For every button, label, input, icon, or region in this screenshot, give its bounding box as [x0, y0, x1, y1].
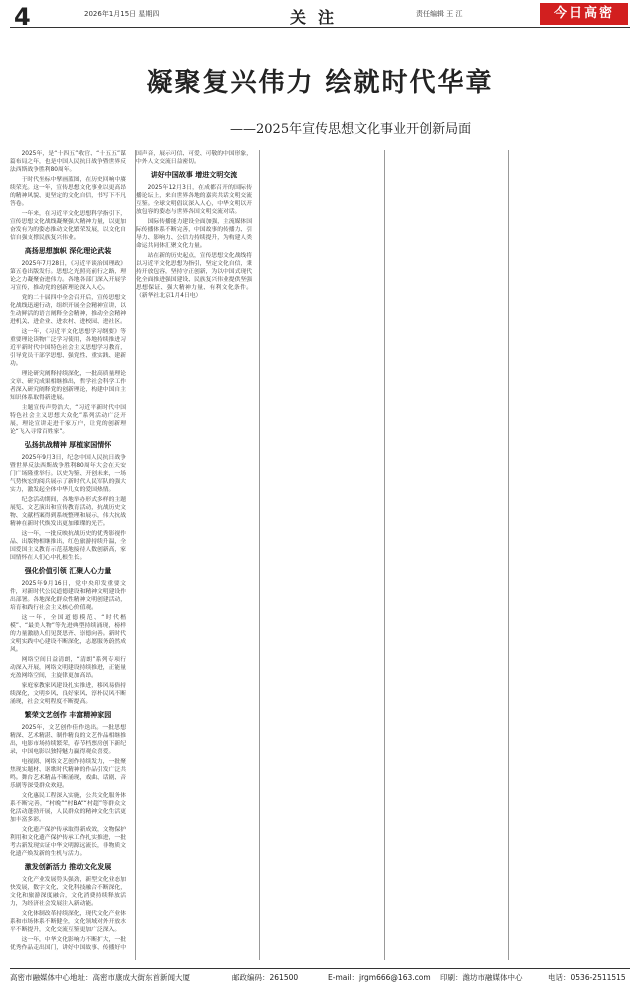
paragraph: 这一年，中华文化影响力不断扩大，一批优秀作品走出国门，讲好中国故事、传播好中国声音，展示可信、可爱、可敬的中国形象，中外人文交流日益密切。 — [10, 151, 252, 951]
paragraph: 家庭家教家风建设扎实推进，移风易俗持续深化，文明乡风、良好家风、淳朴民风不断涌现，社会文明程度不断提高。 — [10, 683, 126, 705]
column-rule — [135, 150, 136, 960]
paragraph: 这一年，《习近平文化思想学习纲要》等重要理论读物广泛学习使用，各地持续推进习近平新时代中国特色社会主义思想学习教育，引导党员干部学思想、强党性、重实践、建新功。 — [10, 329, 126, 367]
paragraph: 国际传播能力建设全面加强，主流媒体国际传播体系不断完善，中国故事的传播力、引导力、影响力、公信力持续提升，为构建人类命运共同体汇聚文化力量。 — [136, 219, 252, 249]
section-heading: 激发创新活力 推动文化发展 — [24, 863, 112, 871]
section-title: 关注 — [290, 8, 347, 27]
paragraph: 2025年7月28日，《习近平谈治国理政》第五卷出版发行。思想之光照亮前行之路，理论之力凝聚奋进伟力。各地各部门深入开展学习宣传，推动党的创新理论深入人心。 — [10, 261, 126, 291]
column-rule — [508, 150, 509, 960]
paragraph: 文化产业发展势头强劲，新型文化业态加快发展，数字文化、文化科技融合不断深化，文化和旅游深度融合，文化消费持续释放活力，为经济社会发展注入新动能。 — [10, 877, 126, 907]
section-heading: 弘扬抗战精神 厚植家国情怀 — [24, 441, 112, 449]
subtitle: ——2025年宣传思想文化事业开创新局面 — [230, 122, 472, 137]
paragraph: 站在新的历史起点，宣传思想文化战线将以习近平文化思想为指引，坚定文化自信，秉持开放包容，坚持守正创新，为以中国式现代化全面推进强国建设、民族复兴伟业提供坚强思想保证、强大精神力量、有利文化条件。（新华社北京1月4日电） — [136, 253, 252, 299]
paragraph: 2025年，是“十四五”收官、“十五五”谋篇布局之年，也是中国人民抗日战争暨世界反法西斯战争胜利80周年。 — [10, 151, 126, 173]
column-rule — [384, 150, 385, 960]
section-heading: 繁荣文艺创作 丰富精神家园 — [24, 711, 112, 719]
headline: 凝聚复兴伟力 绘就时代华章 — [146, 68, 494, 98]
footer-postcode: 邮政编码：261500 — [232, 973, 299, 982]
paragraph: 电视剧、网络文艺创作持续发力，一批聚焦现实题材、讴歌时代精神的作品引发广泛共鸣。舞台艺术精品不断涌现，戏曲、话剧、音乐剧等深受群众欢迎。 — [10, 759, 126, 789]
editor-credit: 责任编辑 王 江 — [416, 10, 463, 18]
page-footer — [10, 968, 630, 985]
paragraph: 文化遗产保护传承取得新成效，文物保护利用和文化遗产保护传承工作扎实推进，一批考古新发现实证中华文明源远流长，非物质文化遗产焕发新的生机与活力。 — [10, 827, 126, 857]
footer-phone: 电话：0536-2511515 — [548, 973, 626, 982]
section-heading: 讲好中国故事 增进文明交流 — [150, 171, 238, 179]
header-rule — [10, 27, 630, 28]
paragraph: 一年来，在习近平文化思想科学指引下，宣传思想文化战线凝聚强大精神力量，以更加奋发有为的姿态推动文化繁荣发展，以文化自信自强支撑民族复兴伟业。 — [10, 211, 126, 241]
footer-email: E-mail：jrgm666@163.com — [328, 973, 431, 982]
paragraph: 理论研究阐释持续深化，一批高质量理论文章、研究成果相继推出，哲学社会科学工作者深入研究阐释党的创新理论，构建中国自主知识体系取得新进展。 — [10, 371, 126, 401]
paragraph: 文化惠民工程深入实施，公共文化服务体系不断完善，“村晚”“村BA”“村超”等群众文化活动蓬勃开展，人民群众的精神文化生活更加丰富多彩。 — [10, 793, 126, 823]
newspaper-logo: 今日高密 — [540, 3, 628, 25]
paragraph: 2025年12月3日，在成都召开的国际传播论坛上，来自世界各地的嘉宾共话文明交流互鉴。全球文明倡议深入人心，中华文明以开放包容的姿态与世界各国文明交流对话。 — [136, 185, 252, 215]
column-rule — [259, 150, 260, 960]
issue-date: 2026年1月15日 星期四 — [84, 10, 160, 18]
paragraph: 这一年，一批反映抗战历史的优秀影视作品、出版物相继推出，红色旅游持续升温，全国爱国主义教育示范基地接待人数创新高，家国情怀在人们心中扎根生长。 — [10, 531, 126, 561]
paragraph: 于时代坐标中擘画蓝图，在历史回响中赓续荣光。这一年，宣传思想文化事业以更高昂的精神风貌、更坚定的文化自信，书写下不凡答卷。 — [10, 177, 126, 207]
page-header — [0, 0, 640, 36]
paragraph: 主题宣传声势浩大，“习近平新时代中国特色社会主义思想大众化”系列活动广泛开展，理论宣讲走进千家万户，让党的创新理论“飞入寻常百姓家”。 — [10, 405, 126, 435]
article-body — [10, 150, 630, 960]
paragraph: 党的二十届四中全会召开后，宣传思想文化战线迅速行动，组织开展全会精神宣讲，以生动鲜活的语言阐释全会精神，推动全会精神进机关、进企业、进农村、进校园、进社区。 — [10, 295, 126, 325]
footer-address: 高密市融媒体中心地址：高密市康成大街东首新闻大厦 — [10, 973, 190, 982]
paragraph: 2025年，文艺创作佳作迭出。一批思想精深、艺术精湛、制作精良的文艺作品相继推出，电影市场持续繁荣，春节档票房创下新纪录，中国电影以独特魅力赢得观众喜爱。 — [10, 725, 126, 755]
paragraph: 2025年9月16日，党中央印发重要文件，对新时代公民道德建设和精神文明建设作出部署。各地深化群众性精神文明创建活动，培育和践行社会主义核心价值观。 — [10, 581, 126, 611]
paragraph: 2025年9月3日，纪念中国人民抗日战争暨世界反法西斯战争胜利80周年大会在天安门广场隆重举行。以史为鉴、开创未来，一场气势恢宏的阅兵展示了新时代人民军队的强大实力，激发起全体中华儿女的爱国热情。 — [10, 455, 126, 493]
paragraph: 网络空间日益清朗，“清朗”系列专项行动深入开展，网络文明建设持续推进，正能量充盈网络空间，主旋律更加高昂。 — [10, 657, 126, 679]
section-heading: 高扬思想旗帜 深化理论武装 — [24, 247, 112, 255]
paragraph: 纪念活动期间，各地举办形式多样的主题展览、文艺演出和宣传教育活动，抗战历史文物、文献档案得到系统整理和展示，伟大抗战精神在新时代焕发出更加璀璨的光芒。 — [10, 497, 126, 527]
section-heading: 强化价值引领 汇聚人心力量 — [24, 567, 112, 575]
paragraph: 这一年，全国道德模范、“时代楷模”、“最美人物”等先进典型持续涌现，榜样的力量激励人们见贤思齐、崇德向善。新时代文明实践中心建设不断深化，志愿服务蔚然成风。 — [10, 615, 126, 653]
footer-printer: 印刷：潍坊市融媒体中心 — [440, 973, 523, 982]
page-number: 4 — [14, 3, 31, 31]
paragraph: 文化体制改革持续深化，现代文化产业体系和市场体系不断健全，文化领域对外开放水平不断提升，文化交流互鉴更加广泛深入。 — [10, 911, 126, 933]
